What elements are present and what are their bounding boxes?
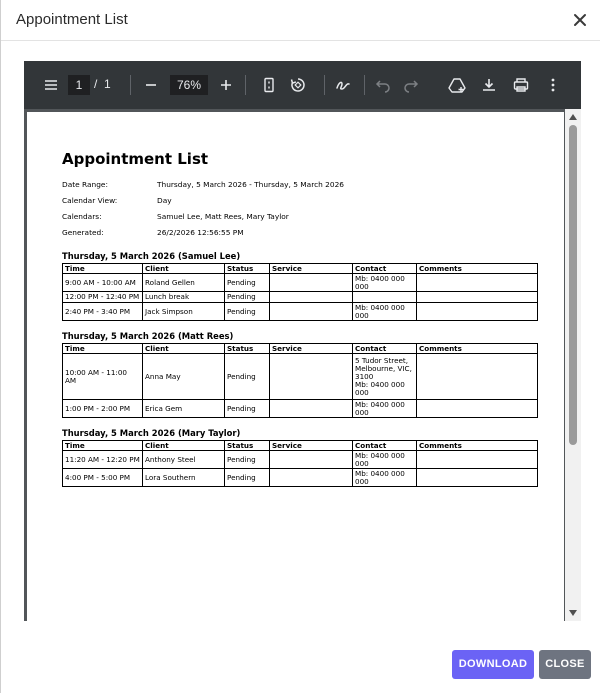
cell-status: Pending bbox=[225, 451, 270, 469]
table-row bbox=[63, 451, 538, 469]
undo-icon[interactable] bbox=[373, 75, 393, 95]
cell-service bbox=[270, 451, 353, 469]
modal-header bbox=[1, 0, 600, 41]
cell-comments bbox=[417, 303, 538, 321]
column-header: Contact bbox=[353, 344, 417, 354]
document-content bbox=[62, 150, 537, 487]
column-header: Time bbox=[63, 441, 143, 451]
pdf-page bbox=[27, 112, 564, 621]
meta-label: Date Range: bbox=[62, 180, 108, 189]
page-number-input[interactable]: 1 bbox=[68, 75, 90, 95]
sections bbox=[62, 251, 537, 487]
cell-service bbox=[270, 274, 353, 292]
column-header: Status bbox=[225, 344, 270, 354]
fit-page-icon[interactable] bbox=[259, 75, 279, 95]
column-header: Client bbox=[143, 441, 225, 451]
meta-row bbox=[62, 177, 537, 193]
cell-status: Pending bbox=[225, 354, 270, 400]
cell-status: Pending bbox=[225, 400, 270, 418]
table-row bbox=[63, 292, 538, 303]
print-icon[interactable] bbox=[511, 75, 531, 95]
cell-client: Jack Simpson bbox=[143, 303, 225, 321]
cell-client: Anthony Steel bbox=[143, 451, 225, 469]
pdf-canvas[interactable] bbox=[24, 109, 581, 621]
close-button[interactable]: CLOSE bbox=[539, 650, 591, 679]
cell-comments bbox=[417, 274, 538, 292]
scrollbar-thumb[interactable] bbox=[569, 125, 577, 445]
cell-client: Roland Gellen bbox=[143, 274, 225, 292]
column-header: Comments bbox=[417, 441, 538, 451]
meta-value: Samuel Lee, Matt Rees, Mary Taylor bbox=[157, 212, 289, 221]
meta-row bbox=[62, 225, 537, 241]
cell-service bbox=[270, 400, 353, 418]
cell-service bbox=[270, 469, 353, 487]
column-header: Service bbox=[270, 264, 353, 274]
scrollbar[interactable] bbox=[565, 109, 581, 621]
toolbar-divider bbox=[364, 75, 365, 95]
meta-label: Calendar View: bbox=[62, 196, 118, 205]
cell-service bbox=[270, 292, 353, 303]
cell-time: 12:00 PM - 12:40 PM bbox=[63, 292, 143, 303]
cell-service bbox=[270, 303, 353, 321]
cell-contact: Mb: 0400 000 000 bbox=[353, 274, 417, 292]
cell-service bbox=[270, 354, 353, 400]
toolbar-divider bbox=[245, 75, 246, 95]
meta-value: Day bbox=[157, 196, 172, 205]
table-row bbox=[63, 354, 538, 400]
redo-icon[interactable] bbox=[401, 75, 421, 95]
cell-client: Erica Gem bbox=[143, 400, 225, 418]
zoom-in-icon[interactable] bbox=[216, 75, 236, 95]
zoom-level-input[interactable]: 76% bbox=[170, 75, 208, 95]
cell-comments bbox=[417, 469, 538, 487]
meta-label: Generated: bbox=[62, 228, 104, 237]
meta-value: Thursday, 5 March 2026 - Thursday, 5 March 2026 bbox=[157, 180, 344, 189]
cell-contact bbox=[353, 292, 417, 303]
table-row bbox=[63, 274, 538, 292]
cell-comments bbox=[417, 292, 538, 303]
zoom-out-icon[interactable] bbox=[141, 75, 161, 95]
cell-status: Pending bbox=[225, 274, 270, 292]
cell-contact: Mb: 0400 000 000 bbox=[353, 451, 417, 469]
cell-client: Lunch break bbox=[143, 292, 225, 303]
contact-line: 5 Tudor Street, Melbourne, VIC, 3100 bbox=[355, 355, 412, 381]
cell-status: Pending bbox=[225, 292, 270, 303]
column-header: Time bbox=[63, 264, 143, 274]
close-icon[interactable] bbox=[571, 11, 589, 29]
scroll-down-icon[interactable] bbox=[569, 610, 577, 616]
cell-client: Lora Southern bbox=[143, 469, 225, 487]
meta-row bbox=[62, 193, 537, 209]
column-header: Comments bbox=[417, 264, 538, 274]
cell-contact bbox=[353, 354, 417, 400]
cell-time: 10:00 AM - 11:00 AM bbox=[63, 354, 143, 400]
table-header-row bbox=[63, 344, 538, 354]
table-header-row bbox=[63, 441, 538, 451]
page-total: / 1 bbox=[94, 77, 111, 91]
toolbar-divider bbox=[130, 75, 131, 95]
toolbar-divider bbox=[324, 75, 325, 95]
pdf-viewer bbox=[24, 61, 581, 621]
column-header: Service bbox=[270, 344, 353, 354]
cell-comments bbox=[417, 354, 538, 400]
table-row bbox=[63, 400, 538, 418]
column-header: Client bbox=[143, 264, 225, 274]
cell-time: 9:00 AM - 10:00 AM bbox=[63, 274, 143, 292]
cell-comments bbox=[417, 451, 538, 469]
section-heading: Thursday, 5 March 2026 (Matt Rees) bbox=[62, 331, 234, 341]
contact-line: Mb: 0400 000 000 bbox=[355, 379, 405, 397]
cell-comments bbox=[417, 400, 538, 418]
cell-contact: Mb: 0400 000 000 bbox=[353, 303, 417, 321]
scroll-up-icon[interactable] bbox=[569, 114, 577, 120]
meta-label: Calendars: bbox=[62, 212, 102, 221]
meta-row bbox=[62, 209, 537, 225]
cell-contact: Mb: 0400 000 000 bbox=[353, 400, 417, 418]
download-icon[interactable] bbox=[479, 75, 499, 95]
rotate-icon[interactable] bbox=[288, 75, 308, 95]
column-header: Status bbox=[225, 264, 270, 274]
column-header: Time bbox=[63, 344, 143, 354]
meta-list bbox=[62, 177, 537, 241]
cell-contact: Mb: 0400 000 000 bbox=[353, 469, 417, 487]
download-button[interactable]: DOWNLOAD bbox=[452, 650, 534, 679]
document-title: Appointment List bbox=[62, 150, 209, 168]
cell-time: 2:40 PM - 3:40 PM bbox=[63, 303, 143, 321]
appointment-table bbox=[62, 263, 538, 321]
column-header: Status bbox=[225, 441, 270, 451]
column-header: Client bbox=[143, 344, 225, 354]
section-heading: Thursday, 5 March 2026 (Samuel Lee) bbox=[62, 251, 241, 261]
appointment-table bbox=[62, 440, 538, 487]
menu-icon[interactable] bbox=[41, 75, 61, 95]
more-options-icon[interactable] bbox=[543, 75, 563, 95]
cell-status: Pending bbox=[225, 303, 270, 321]
section-heading: Thursday, 5 March 2026 (Mary Taylor) bbox=[62, 428, 241, 438]
pdf-toolbar bbox=[24, 61, 581, 109]
cell-status: Pending bbox=[225, 469, 270, 487]
save-to-drive-icon[interactable] bbox=[447, 75, 467, 95]
modal-title: Appointment List bbox=[16, 11, 128, 28]
column-header: Service bbox=[270, 441, 353, 451]
cell-time: 11:20 AM - 12:20 PM bbox=[63, 451, 143, 469]
column-header: Contact bbox=[353, 264, 417, 274]
annotate-icon[interactable] bbox=[333, 75, 353, 95]
table-row bbox=[63, 303, 538, 321]
column-header: Contact bbox=[353, 441, 417, 451]
table-header-row bbox=[63, 264, 538, 274]
cell-time: 1:00 PM - 2:00 PM bbox=[63, 400, 143, 418]
cell-client: Anna May bbox=[143, 354, 225, 400]
meta-value: 26/2/2026 12:56:55 PM bbox=[157, 228, 244, 237]
table-row bbox=[63, 469, 538, 487]
column-header: Comments bbox=[417, 344, 538, 354]
appointment-table bbox=[62, 343, 538, 418]
cell-time: 4:00 PM - 5:00 PM bbox=[63, 469, 143, 487]
